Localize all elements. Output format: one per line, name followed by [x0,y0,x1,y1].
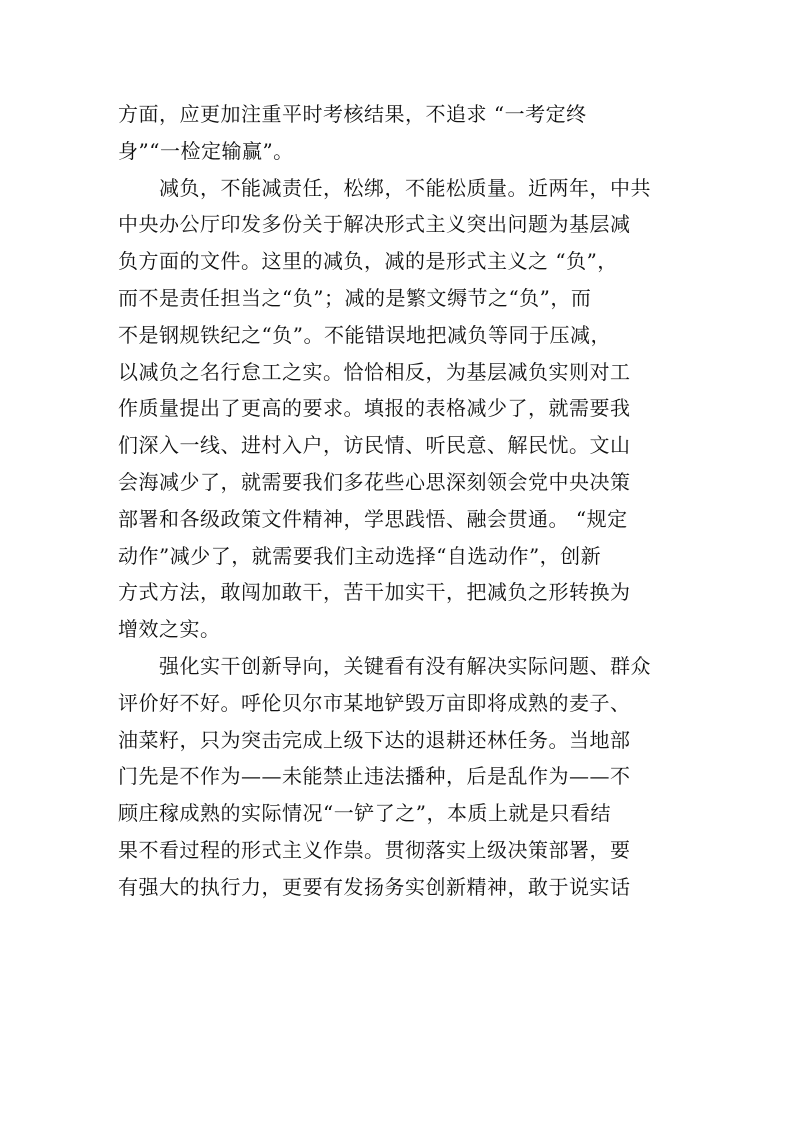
text-line: 们深入一线、进村入户，访民情、听民意、解民忧。文山 [118,433,631,458]
text-line: 而不是责任担当之“负”；减的是繁文缛节之“负”，而 [118,285,592,310]
text-line: 会海减少了，就需要我们多花些心思深刻领会党中央决策 [118,469,631,494]
body-text [118,96,663,906]
text-line: 果不看过程的形式主义作祟。贯彻落实上级决策部署，要 [118,837,631,862]
text-line: 有强大的执行力，更要有发扬务实创新精神，敢于说实话 [118,874,631,899]
text-line: 门先是不作为——未能禁止违法播种，后是乱作为——不 [118,764,631,789]
text-line: 中央办公厅印发多份关于解决形式主义突出问题为基层减 [118,212,631,237]
text-line: 不是钢规铁纪之“负”。不能错误地把减负等同于压减， [118,322,611,347]
text-line: 作质量提出了更高的要求。填报的表格减少了，就需要我 [118,396,631,421]
text-line: 负方面的文件。这里的减负，减的是形式主义之 “负”， [118,249,618,274]
text-line: 强化实干创新导向，关键看有没有解决实际问题、群众 [118,653,651,678]
text-line: 减负，不能减责任，松绑，不能松质量。近两年，中共 [118,175,651,200]
text-line: 顾庄稼成熟的实际情况“一铲了之”，本质上就是只看结 [118,801,611,826]
text-line: 动作”减少了，就需要我们主动选择“自选动作”，创新 [118,543,602,568]
text-line: 方式方法，敢闯加敢干，苦干加实干，把减负之形转换为 [118,580,631,605]
text-line: 评价好不好。呼伦贝尔市某地铲毁万亩即将成熟的麦子、 [118,690,631,715]
text-line: 身”“一检定输赢”。 [118,138,294,163]
text-line: 方面，应更加注重平时考核结果，不追求 “一考定终 [118,102,587,126]
text-line: 以减负之名行怠工之实。恰恰相反，为基层减负实则对工 [118,359,631,384]
text-line: 油菜籽，只为突击完成上级下达的退耕还林任务。当地部 [118,727,631,752]
text-line: 增效之实。 [118,617,221,642]
text-line: 部署和各级政策文件精神，学思践悟、融会贯通。 “规定 [118,506,628,531]
